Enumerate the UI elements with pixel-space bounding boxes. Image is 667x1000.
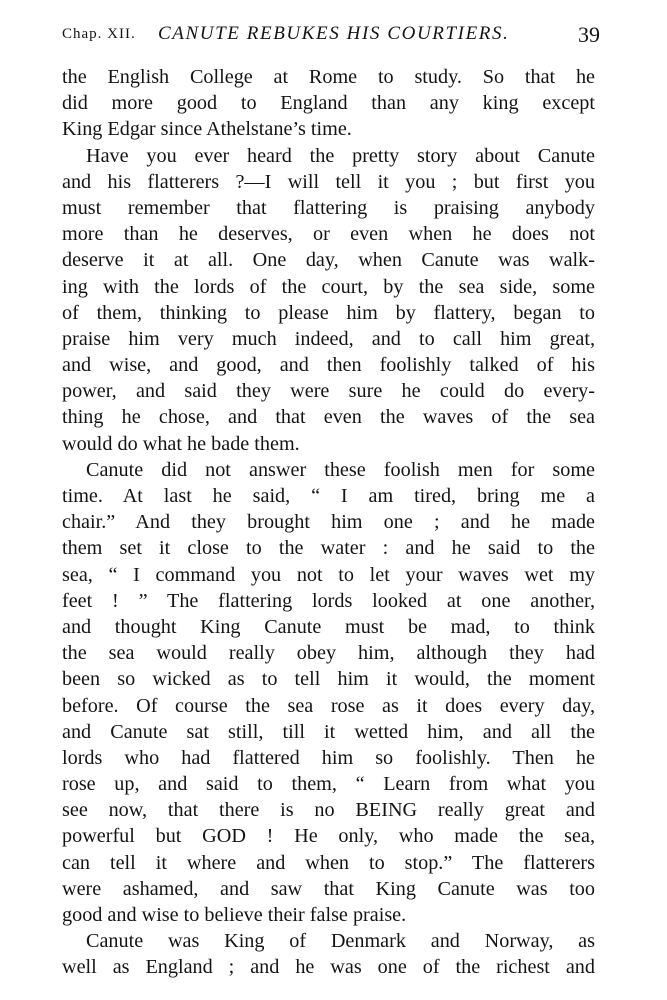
text-line: time. At last he said, “ I am tired, bring me a — [62, 485, 595, 507]
text-line: before. Of course the sea rose as it does every day, — [62, 694, 595, 717]
text-line: deserve it at all. One day, when Canute was walk- — [62, 249, 595, 272]
chapter-title: CANUTE REBUKES HIS COURTIERS. — [158, 23, 510, 44]
text-line: feet ! ” The flattering lords looked at one another, — [62, 589, 595, 612]
text-line: chair.” And they brought him one ; and he made — [62, 511, 595, 534]
page-number: 39 — [578, 22, 600, 47]
text-line: must remember that flattering is praising anybody — [62, 196, 595, 219]
text-line: ing with the lords of the court, by the sea side, some — [62, 275, 595, 298]
text-line: Canute did not answer these foolish men for some — [86, 458, 595, 481]
text-line: sea, “ I command you not to let your waves wet my — [62, 563, 595, 586]
text-line: can tell it where and when to stop.” The flatterers — [62, 851, 595, 874]
text-line: the English College at Rome to study. So that he — [62, 66, 595, 88]
text-line: praise him very much indeed, and to call him great, — [62, 327, 595, 350]
body-text — [62, 64, 595, 981]
text-line: rose up, and said to them, “ Learn from what you — [62, 773, 595, 796]
text-line: well as England ; and he was one of the richest and — [62, 956, 595, 979]
text-line: Canute was King of Denmark and Norway, as — [86, 930, 595, 953]
text-line: thing he chose, and that even the waves of the sea — [62, 406, 595, 429]
text-line: lords who had flattered him so foolishly. Then he — [62, 746, 595, 769]
text-line: the sea would really obey him, although they had — [62, 642, 595, 665]
text-line: and wise, and good, and then foolishly talked of his — [62, 354, 595, 377]
text-line: were ashamed, and saw that King Canute was too — [62, 877, 595, 900]
text-line: power, and said they were sure he could do every- — [62, 380, 595, 403]
text-line: did more good to England than any king except — [62, 92, 595, 115]
text-line: and Canute sat still, till it wetted him, and all the — [62, 720, 595, 743]
text-line: of them, thinking to please him by flattery, began to — [62, 301, 595, 324]
text-line: see now, that there is no BEING really great and — [62, 799, 595, 822]
text-line: and thought King Canute must be mad, to think — [62, 615, 595, 638]
text-line: and his flatterers ?—I will tell it you ; but first you — [62, 170, 595, 193]
text-line: Have you ever heard the pretty story about Canute — [86, 144, 595, 167]
text-line: good and wise to believe their false praise. — [62, 904, 407, 926]
running-header — [62, 22, 600, 52]
text-line: King Edgar since Athelstane’s time. — [62, 118, 352, 141]
text-line: them set it close to the water : and he said to the — [62, 537, 595, 560]
chapter-label: Chap. XII. — [62, 26, 136, 42]
text-line: been so wicked as to tell him it would, the moment — [62, 668, 595, 691]
text-line: more than he deserves, or even when he does not — [62, 223, 595, 246]
text-line: would do what he bade them. — [62, 432, 300, 455]
text-line: powerful but GOD ! He only, who made the sea, — [62, 825, 595, 848]
